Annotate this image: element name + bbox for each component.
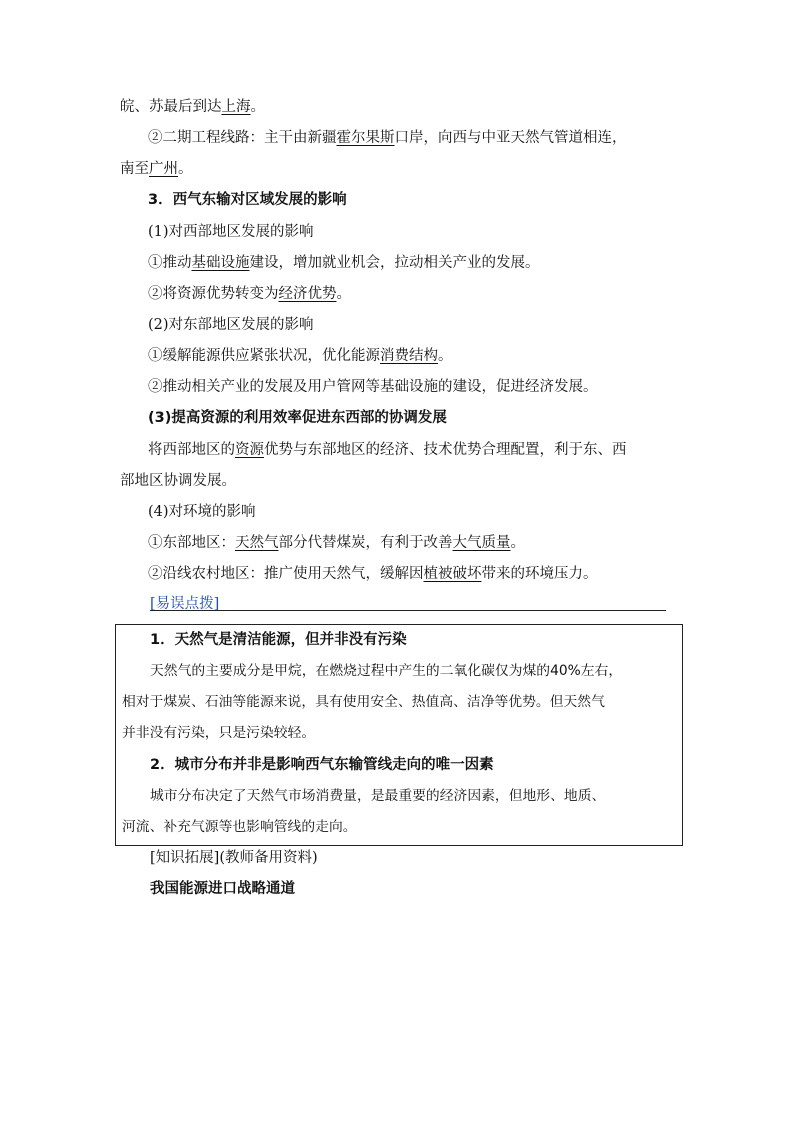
answer-blank: 经济优势 — [278, 286, 337, 302]
subsection-heading: (1)对西部地区发展的影响 — [148, 224, 314, 240]
text: 。 — [438, 348, 453, 364]
text: 部分代替煤炭，有利于改善 — [278, 535, 453, 551]
text: 南至 — [120, 161, 149, 177]
extension-tag: [知识拓展](教师备用资料) — [150, 850, 318, 866]
subsection-heading: (2)对东部地区发展的影响 — [148, 317, 314, 333]
note-text: 天然气的主要成分是甲烷，在燃烧过程中产生的二氧化碳仅为煤的40%左右， — [150, 663, 623, 679]
answer-blank: 植被破坏 — [423, 566, 482, 582]
text: 建设，增加就业机会，拉动相关产业的发展。 — [249, 255, 540, 271]
text: ①缓解能源供应紧张状况，优化能源 — [148, 348, 380, 364]
answer-blank: 资源 — [235, 442, 264, 458]
text-line: ②推动相关产业的发展及用户管网等基础设施的建设，促进经济发展。 — [148, 379, 598, 395]
text: 。 — [250, 99, 265, 115]
answer-blank: 天然气 — [235, 535, 279, 551]
text: ②将资源优势转变为 — [148, 286, 279, 302]
text: 优势与东部地区的经济、技术优势合理配置，利于东、西 — [264, 442, 627, 458]
text: ①东部地区： — [148, 535, 235, 551]
text: 将西部地区的 — [148, 442, 235, 458]
answer-blank: 霍尔果斯 — [336, 130, 395, 146]
text: 皖、苏最后到达 — [120, 99, 222, 115]
text: ②沿线农村地区：推广使用天然气，缓解因 — [148, 566, 424, 582]
text-line — [148, 533, 525, 553]
text: 。 — [178, 161, 193, 177]
text-line — [148, 564, 598, 584]
text: 。 — [510, 535, 525, 551]
mistake-tag: [易误点拨] — [150, 596, 220, 612]
answer-blank: 广州 — [149, 161, 178, 177]
subsection-heading: (4)对环境的影响 — [148, 504, 256, 520]
subsection-heading: (3)提高资源的利用效率促进东西部的协调发展 — [148, 410, 447, 426]
extension-title: 我国能源进口战略通道 — [150, 881, 295, 897]
answer-blank: 消费结构 — [380, 348, 438, 364]
text-line — [148, 253, 540, 273]
text: 带来的环境压力。 — [481, 566, 598, 582]
text-line — [120, 159, 193, 179]
answer-blank: 上海 — [221, 99, 251, 115]
text-line — [148, 346, 453, 366]
text: 口岸，向西与中亚天然气管道相连， — [394, 130, 627, 146]
section-heading: 3．西气东输对区域发展的影响 — [148, 192, 347, 208]
divider — [150, 610, 666, 611]
note-title: 1．天然气是清洁能源，但并非没有污染 — [150, 632, 407, 648]
text-line — [148, 284, 351, 304]
text-line: 部地区协调发展。 — [120, 473, 236, 489]
note-title: 2．城市分布并非是影响西气东输管线走向的唯一因素 — [150, 757, 494, 773]
text-line — [120, 97, 265, 117]
note-text: 并非没有污染，只是污染较轻。 — [122, 725, 316, 741]
note-text: 城市分布决定了天然气市场消费量，是最重要的经济因素，但地形、地质、 — [150, 788, 606, 804]
answer-blank: 基础设施 — [191, 255, 250, 271]
answer-blank: 大气质量 — [452, 535, 511, 551]
note-text: 相对于煤炭、石油等能源来说，具有使用安全、热值高、洁净等优势。但天然气 — [122, 694, 605, 710]
note-text: 河流、补充气源等也影响管线的走向。 — [122, 819, 357, 835]
text: ①推动 — [148, 255, 192, 271]
text-line — [148, 128, 627, 148]
text: ②二期工程线路：主干由新疆 — [148, 130, 337, 146]
text-line — [148, 440, 627, 460]
text: 。 — [336, 286, 351, 302]
